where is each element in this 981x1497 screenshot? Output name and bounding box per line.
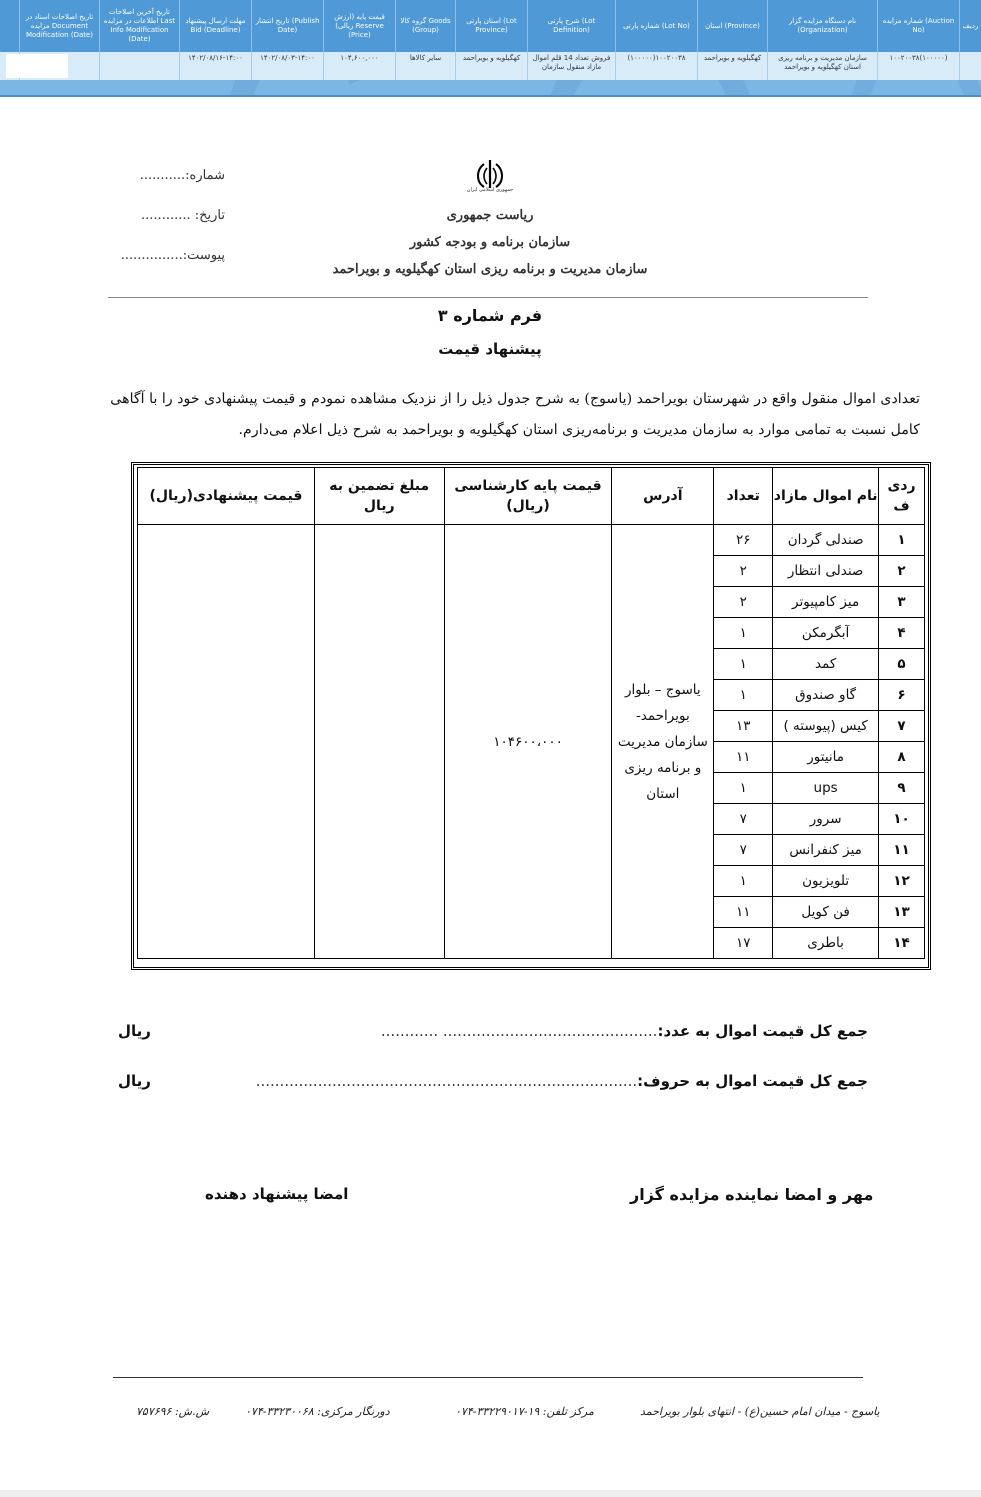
item-count: ۷	[714, 804, 773, 835]
total-words-label: جمع کل قیمت اموال به حروف:	[637, 1072, 868, 1090]
total-words-dots: ................................................................................	[255, 1072, 638, 1090]
row-number: ۴	[879, 618, 925, 649]
row-number: ۵	[879, 649, 925, 680]
item-name: کیس (پیوسته )	[773, 711, 879, 742]
item-name: صندلی گردان	[773, 525, 879, 556]
portal-header-cell: استان پارتی (Lot Province)	[455, 0, 527, 52]
row-number: ۱	[879, 525, 925, 556]
portal-header-cell: استان (Province)	[697, 0, 767, 52]
org-line-budget: سازمان برنامه و بودجه کشور	[409, 235, 571, 250]
item-name: باطری	[773, 928, 879, 959]
col-address: آدرس	[612, 468, 714, 525]
item-count: ۱۱	[714, 742, 773, 773]
row-number: ۱۱	[879, 835, 925, 866]
footer-fax: دورنگار مرکزی: ۳۳۲۳۰۰۶۸-۰۷۴	[245, 1405, 390, 1418]
item-count: ۷	[714, 835, 773, 866]
table-header-row	[138, 468, 925, 525]
item-count: ۱۷	[714, 928, 773, 959]
portal-header-cell: شماره مزایده (Auction No)	[877, 0, 959, 52]
row-number: ۱۲	[879, 866, 925, 897]
portal-header-cell: ردیف	[959, 0, 981, 52]
portal-data-cell: ۱۴۰۲/۰۸/۰۳-۱۴:۰۰	[251, 52, 323, 80]
base-price: ۱۰۴۶۰۰،۰۰۰	[444, 525, 612, 959]
portal-data-cell: فروش تعداد 14 قلم اموال مازاد منقول سازمان	[527, 52, 615, 80]
item-count: ۱۱	[714, 897, 773, 928]
table-row	[138, 525, 925, 556]
portal-header-cell: شرح پارتی (Lot Definition)	[527, 0, 615, 52]
org-line-province: سازمان مدیریت و برنامه ریزی استان کهگیلویه و بویراحمد	[332, 262, 648, 277]
total-digits-label: جمع کل قیمت اموال به عدد:	[657, 1022, 868, 1040]
item-name: کمد	[773, 649, 879, 680]
item-name: سرور	[773, 804, 879, 835]
letter-meta	[85, 168, 225, 288]
form-subtitle: پیشنهاد قیمت	[438, 340, 542, 358]
portal-header-cell: تاریخ انتشار (Publish Date)	[251, 0, 323, 52]
row-number: ۶	[879, 680, 925, 711]
item-name: تلویزیون	[773, 866, 879, 897]
org-line-presidency: ریاست جمهوری	[446, 208, 534, 223]
row-number: ۳	[879, 587, 925, 618]
form-title: فرم شماره ۳	[437, 306, 543, 325]
portal-data-cell: کهگیلویه و بویراحمد	[697, 52, 767, 80]
bidder-signature: امضا پیشنهاد دهنده	[205, 1185, 349, 1203]
total-digits	[118, 1022, 868, 1040]
col-row: ردی ف	[879, 468, 925, 525]
row-number: ۷	[879, 711, 925, 742]
item-count: ۱	[714, 680, 773, 711]
auctioneer-signature: مهر و امضا نماینده مزایده گزار	[630, 1185, 874, 1204]
portal-header-cell: تاریخ اصلاحات اسناد در مزایده Document Modification (Date)	[19, 0, 99, 52]
portal-header-cell: تاریخ آخرین اصلاحات اطلاعات در مزایده Last Info Modification (Date)	[99, 0, 179, 52]
portal-blank-cell	[6, 54, 68, 78]
letter-attachment: پیوست:...............	[120, 248, 225, 263]
col-guarantee: مبلغ تضمین به ریال	[314, 468, 444, 525]
row-number: ۲	[879, 556, 925, 587]
portal-header-cell: گروه کالا Goods (Group)	[395, 0, 455, 52]
item-name: مانیتور	[773, 742, 879, 773]
item-count: ۲	[714, 556, 773, 587]
total-digits-unit: ریال	[118, 1022, 151, 1040]
portal-strip	[0, 0, 981, 97]
page-bottom-edge	[0, 1490, 981, 1497]
item-address: یاسوج – بلوار بویراحمد- سازمان مدیریت و برنامه ریزی استان	[612, 525, 714, 959]
portal-data-cell: ۱۴۰۲/۰۸/۱۶-۱۴:۰۰	[179, 52, 251, 80]
footer-divider	[113, 1377, 863, 1378]
item-count: ۱	[714, 866, 773, 897]
portal-data-cell: ۱۰۰۲۰۰۳۸(۱۰۰۰۰۰)	[877, 52, 959, 80]
item-count: ۲	[714, 587, 773, 618]
item-name: فن کویل	[773, 897, 879, 928]
portal-data-cell: سازمان مدیریت و برنامه ریزی استان کهگیلویه و بویراحمد	[767, 52, 877, 80]
col-count: تعداد	[714, 468, 773, 525]
item-count: ۱۳	[714, 711, 773, 742]
footer-phone: مرکز تلفن: ۱۹-۳۳۲۲۹۰۱۷-۰۷۴	[455, 1405, 594, 1418]
item-name: ups	[773, 773, 879, 804]
portal-header-cell: قیمت پایه (ارزش ریالی) Reserve (Price)	[323, 0, 395, 52]
item-name: صندلی انتظار	[773, 556, 879, 587]
emblem-caption: جمهوری اسلامی ایران	[466, 187, 514, 193]
col-name: نام اموال مازاد	[773, 468, 879, 525]
portal-data-cell	[959, 52, 981, 80]
row-number: ۱۳	[879, 897, 925, 928]
portal-data-row	[0, 52, 981, 80]
letter-number: شماره:...........	[139, 168, 225, 183]
portal-data-cell: سایر کالاها	[395, 52, 455, 80]
portal-data-cell: ۱۰۴,۶۰۰,۰۰۰	[323, 52, 395, 80]
portal-header-cell: نام دستگاه مزایده گزار (Organization)	[767, 0, 877, 52]
total-words-unit: ریال	[118, 1072, 151, 1090]
intro-paragraph: تعدادی اموال منقول واقع در شهرستان بویراحمد (یاسوج) به شرح جدول ذیل را از نزدیک مشاهده نمودم و قیمت پیشنهادی خود را با آگاهی کامل نسبت به تمامی موارد به سازمان مدیریت و برنامه‌ریزی استان کهگیلویه و بویراحمد به شرح ذیل اعلام می‌دارم.	[110, 391, 920, 438]
item-count: ۱	[714, 773, 773, 804]
guarantee-amount-cell	[314, 525, 444, 959]
portal-header-cell: شماره پارتی (Lot No)	[615, 0, 697, 52]
item-count: ۲۶	[714, 525, 773, 556]
portal-data-cell: کهگیلویه و بویراحمد	[455, 52, 527, 80]
item-name: گاو صندوق	[773, 680, 879, 711]
row-number: ۹	[879, 773, 925, 804]
portal-data-cell: (۱۰۰۰۰۰)۱۰۰۲۰۰۳۸	[615, 52, 697, 80]
items-table	[137, 467, 925, 959]
letter-date: تاریخ: ............	[141, 208, 225, 223]
item-count: ۱	[714, 618, 773, 649]
total-digits-dots: ............................................. ............	[380, 1022, 658, 1040]
item-name: میز کنفرانس	[773, 835, 879, 866]
footer-postal: ش.ش: ۷۵۷۶۹۶	[136, 1405, 210, 1418]
item-count: ۱	[714, 649, 773, 680]
header-divider	[108, 297, 868, 298]
row-number: ۱۰	[879, 804, 925, 835]
portal-header-cell: مهلت ارسال پیشنهاد Bid (Deadline)	[179, 0, 251, 52]
item-name: میز کامپیوتر	[773, 587, 879, 618]
col-base-price: قیمت پایه کارشناسی (ریال)	[444, 468, 612, 525]
portal-header-row	[0, 0, 981, 52]
item-name: آبگرمکن	[773, 618, 879, 649]
footer-address: یاسوج - میدان امام حسین(ع) - انتهای بلوار بویراحمد	[640, 1405, 880, 1418]
row-number: ۱۴	[879, 928, 925, 959]
offer-price-cell	[138, 525, 315, 959]
row-number: ۸	[879, 742, 925, 773]
col-offer: قیمت پیشنهادی(ریال)	[138, 468, 315, 525]
total-words	[118, 1072, 868, 1090]
portal-data-cell	[99, 52, 179, 80]
